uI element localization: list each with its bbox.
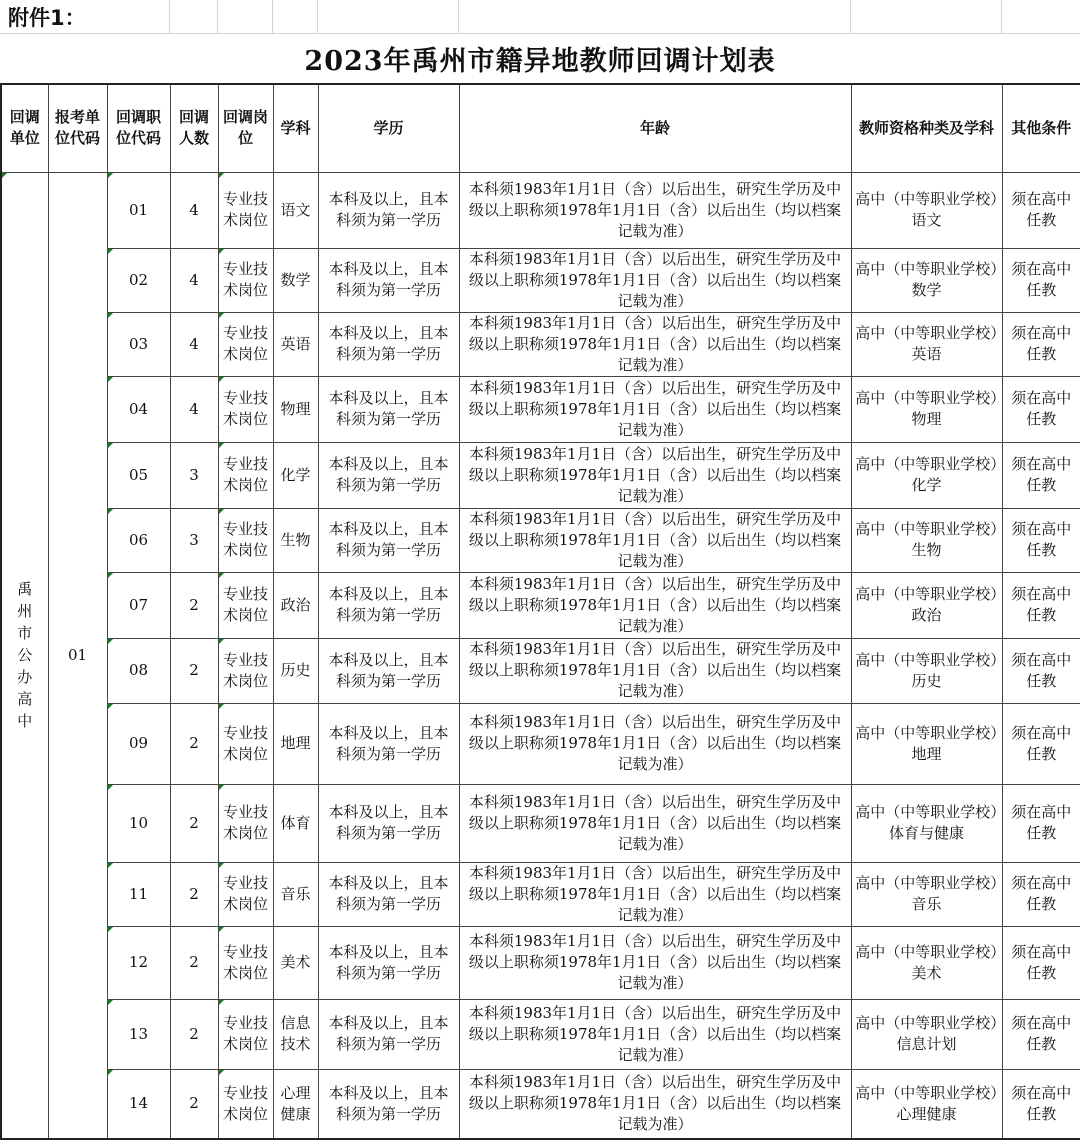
- unit-name: 禹州市公办高中: [17, 580, 33, 731]
- education-cell: 本科及以上，且本科须为第一学历: [318, 862, 459, 926]
- qualification-cell: 高中（中等职业学校）物理: [851, 376, 1002, 442]
- age-cell: 本科须1983年1月1日（含）以后出生，研究生学历及中级以上职称须1978年1月1日（含）以后出生（均以档案记载为准）: [459, 172, 851, 248]
- other-cell: 须在高中任教: [1002, 999, 1080, 1069]
- post-cell: 专业技术岗位: [218, 1069, 273, 1139]
- post-code-cell: 12: [107, 926, 170, 999]
- post-cell: 专业技术岗位: [218, 926, 273, 999]
- age-cell: 本科须1983年1月1日（含）以后出生，研究生学历及中级以上职称须1978年1月1日（含）以后出生（均以档案记载为准）: [459, 703, 851, 784]
- education-cell: 本科及以上，且本科须为第一学历: [318, 1069, 459, 1139]
- other-cell: 须在高中任教: [1002, 926, 1080, 999]
- table-row: [1, 999, 1080, 1069]
- subject-cell: 生物: [273, 508, 318, 572]
- subject-cell: 体育: [273, 784, 318, 862]
- post-cell: 专业技术岗位: [218, 508, 273, 572]
- qualification-cell: 高中（中等职业学校）英语: [851, 312, 1002, 376]
- grid-line: [272, 0, 273, 34]
- post-code-cell: 01: [107, 172, 170, 248]
- other-cell: 须在高中任教: [1002, 1069, 1080, 1139]
- post-code-cell: 13: [107, 999, 170, 1069]
- header-subject: 学科: [273, 84, 318, 172]
- post-code-cell: 02: [107, 248, 170, 312]
- header-count: 回调人数: [170, 84, 218, 172]
- other-cell: 须在高中任教: [1002, 638, 1080, 703]
- other-cell: 须在高中任教: [1002, 784, 1080, 862]
- post-code-cell: 11: [107, 862, 170, 926]
- count-cell: 4: [170, 312, 218, 376]
- subject-cell: 政治: [273, 572, 318, 638]
- count-cell: 2: [170, 926, 218, 999]
- page-title: 2023年禹州市籍异地教师回调计划表: [304, 46, 776, 77]
- post-code-cell: 05: [107, 442, 170, 508]
- other-cell: 须在高中任教: [1002, 312, 1080, 376]
- education-cell: 本科及以上，且本科须为第一学历: [318, 638, 459, 703]
- post-cell: 专业技术岗位: [218, 172, 273, 248]
- qualification-cell: 高中（中等职业学校）语文: [851, 172, 1002, 248]
- education-cell: 本科及以上，且本科须为第一学历: [318, 442, 459, 508]
- count-cell: 2: [170, 999, 218, 1069]
- count-cell: 2: [170, 862, 218, 926]
- subject-cell: 地理: [273, 703, 318, 784]
- header-unit: 回调单位: [1, 84, 48, 172]
- subject-cell: 心理健康: [273, 1069, 318, 1139]
- qualification-cell: 高中（中等职业学校）历史: [851, 638, 1002, 703]
- post-cell: 专业技术岗位: [218, 376, 273, 442]
- header-post: 回调岗位: [218, 84, 273, 172]
- table-row: [1, 248, 1080, 312]
- table-row: [1, 862, 1080, 926]
- header-row: [1, 84, 1080, 172]
- other-cell: 须在高中任教: [1002, 572, 1080, 638]
- table-row: [1, 442, 1080, 508]
- other-cell: 须在高中任教: [1002, 862, 1080, 926]
- age-cell: 本科须1983年1月1日（含）以后出生，研究生学历及中级以上职称须1978年1月1日（含）以后出生（均以档案记载为准）: [459, 376, 851, 442]
- count-cell: 4: [170, 248, 218, 312]
- age-cell: 本科须1983年1月1日（含）以后出生，研究生学历及中级以上职称须1978年1月1日（含）以后出生（均以档案记载为准）: [459, 248, 851, 312]
- count-cell: 2: [170, 703, 218, 784]
- other-cell: 须在高中任教: [1002, 703, 1080, 784]
- age-cell: 本科须1983年1月1日（含）以后出生，研究生学历及中级以上职称须1978年1月1日（含）以后出生（均以档案记载为准）: [459, 926, 851, 999]
- grid-line: [1001, 0, 1002, 34]
- qualification-cell: 高中（中等职业学校）心理健康: [851, 1069, 1002, 1139]
- post-cell: 专业技术岗位: [218, 572, 273, 638]
- header-qualification: 教师资格种类及学科: [851, 84, 1002, 172]
- subject-cell: 历史: [273, 638, 318, 703]
- qualification-cell: 高中（中等职业学校）体育与健康: [851, 784, 1002, 862]
- attachment-label: 附件1：: [8, 6, 86, 30]
- header-post-code: 回调职位代码: [107, 84, 170, 172]
- subject-cell: 英语: [273, 312, 318, 376]
- post-cell: 专业技术岗位: [218, 248, 273, 312]
- count-cell: 2: [170, 572, 218, 638]
- plan-table: [0, 83, 1080, 1140]
- other-cell: 须在高中任教: [1002, 172, 1080, 248]
- other-cell: 须在高中任教: [1002, 376, 1080, 442]
- post-code-cell: 14: [107, 1069, 170, 1139]
- post-cell: 专业技术岗位: [218, 442, 273, 508]
- post-code-cell: 06: [107, 508, 170, 572]
- grid-line: [458, 0, 459, 34]
- post-cell: 专业技术岗位: [218, 703, 273, 784]
- education-cell: 本科及以上，且本科须为第一学历: [318, 703, 459, 784]
- qualification-cell: 高中（中等职业学校）政治: [851, 572, 1002, 638]
- subject-cell: 语文: [273, 172, 318, 248]
- table-row: [1, 926, 1080, 999]
- post-cell: 专业技术岗位: [218, 999, 273, 1069]
- count-cell: 4: [170, 172, 218, 248]
- table-row: [1, 312, 1080, 376]
- attachment-header-row: [0, 0, 1080, 34]
- count-cell: 3: [170, 508, 218, 572]
- education-cell: 本科及以上，且本科须为第一学历: [318, 376, 459, 442]
- age-cell: 本科须1983年1月1日（含）以后出生，研究生学历及中级以上职称须1978年1月1日（含）以后出生（均以档案记载为准）: [459, 638, 851, 703]
- grid-line: [317, 0, 318, 34]
- qualification-cell: 高中（中等职业学校）信息计划: [851, 999, 1002, 1069]
- education-cell: 本科及以上，且本科须为第一学历: [318, 312, 459, 376]
- education-cell: 本科及以上，且本科须为第一学历: [318, 999, 459, 1069]
- post-code-cell: 08: [107, 638, 170, 703]
- table-row: [1, 703, 1080, 784]
- post-cell: 专业技术岗位: [218, 862, 273, 926]
- age-cell: 本科须1983年1月1日（含）以后出生，研究生学历及中级以上职称须1978年1月1日（含）以后出生（均以档案记载为准）: [459, 999, 851, 1069]
- education-cell: 本科及以上，且本科须为第一学历: [318, 926, 459, 999]
- table-row: [1, 1069, 1080, 1139]
- post-code-cell: 09: [107, 703, 170, 784]
- post-cell: 专业技术岗位: [218, 638, 273, 703]
- qualification-cell: 高中（中等职业学校）美术: [851, 926, 1002, 999]
- education-cell: 本科及以上，且本科须为第一学历: [318, 572, 459, 638]
- post-code-cell: 03: [107, 312, 170, 376]
- table-row: [1, 172, 1080, 248]
- table-row: [1, 572, 1080, 638]
- count-cell: 2: [170, 638, 218, 703]
- subject-cell: 化学: [273, 442, 318, 508]
- qualification-cell: 高中（中等职业学校）生物: [851, 508, 1002, 572]
- post-code-cell: 04: [107, 376, 170, 442]
- header-exam-unit-code: 报考单位代码: [48, 84, 107, 172]
- subject-cell: 信息技术: [273, 999, 318, 1069]
- grid-line: [850, 0, 851, 34]
- post-cell: 专业技术岗位: [218, 312, 273, 376]
- age-cell: 本科须1983年1月1日（含）以后出生，研究生学历及中级以上职称须1978年1月1日（含）以后出生（均以档案记载为准）: [459, 442, 851, 508]
- unit-cell: [1, 172, 48, 1139]
- age-cell: 本科须1983年1月1日（含）以后出生，研究生学历及中级以上职称须1978年1月1日（含）以后出生（均以档案记载为准）: [459, 312, 851, 376]
- age-cell: 本科须1983年1月1日（含）以后出生，研究生学历及中级以上职称须1978年1月1日（含）以后出生（均以档案记载为准）: [459, 862, 851, 926]
- subject-cell: 物理: [273, 376, 318, 442]
- education-cell: 本科及以上，且本科须为第一学历: [318, 248, 459, 312]
- post-code-cell: 07: [107, 572, 170, 638]
- post-cell: 专业技术岗位: [218, 784, 273, 862]
- table-row: [1, 376, 1080, 442]
- table-row: [1, 508, 1080, 572]
- education-cell: 本科及以上，且本科须为第一学历: [318, 172, 459, 248]
- header-age: 年龄: [459, 84, 851, 172]
- qualification-cell: 高中（中等职业学校）化学: [851, 442, 1002, 508]
- other-cell: 须在高中任教: [1002, 442, 1080, 508]
- count-cell: 4: [170, 376, 218, 442]
- count-cell: 2: [170, 1069, 218, 1139]
- education-cell: 本科及以上，且本科须为第一学历: [318, 784, 459, 862]
- header-other: 其他条件: [1002, 84, 1080, 172]
- qualification-cell: 高中（中等职业学校）地理: [851, 703, 1002, 784]
- count-cell: 2: [170, 784, 218, 862]
- count-cell: 3: [170, 442, 218, 508]
- exam-unit-code: 01: [48, 172, 107, 1139]
- qualification-cell: 高中（中等职业学校）数学: [851, 248, 1002, 312]
- grid-line: [217, 0, 218, 34]
- education-cell: 本科及以上，且本科须为第一学历: [318, 508, 459, 572]
- other-cell: 须在高中任教: [1002, 248, 1080, 312]
- age-cell: 本科须1983年1月1日（含）以后出生，研究生学历及中级以上职称须1978年1月1日（含）以后出生（均以档案记载为准）: [459, 784, 851, 862]
- age-cell: 本科须1983年1月1日（含）以后出生，研究生学历及中级以上职称须1978年1月1日（含）以后出生（均以档案记载为准）: [459, 1069, 851, 1139]
- header-education: 学历: [318, 84, 459, 172]
- post-code-cell: 10: [107, 784, 170, 862]
- grid-line: [169, 0, 170, 34]
- subject-cell: 音乐: [273, 862, 318, 926]
- table-row: [1, 784, 1080, 862]
- subject-cell: 数学: [273, 248, 318, 312]
- qualification-cell: 高中（中等职业学校）音乐: [851, 862, 1002, 926]
- table-row: [1, 638, 1080, 703]
- age-cell: 本科须1983年1月1日（含）以后出生，研究生学历及中级以上职称须1978年1月1日（含）以后出生（均以档案记载为准）: [459, 572, 851, 638]
- other-cell: 须在高中任教: [1002, 508, 1080, 572]
- subject-cell: 美术: [273, 926, 318, 999]
- age-cell: 本科须1983年1月1日（含）以后出生，研究生学历及中级以上职称须1978年1月1日（含）以后出生（均以档案记载为准）: [459, 508, 851, 572]
